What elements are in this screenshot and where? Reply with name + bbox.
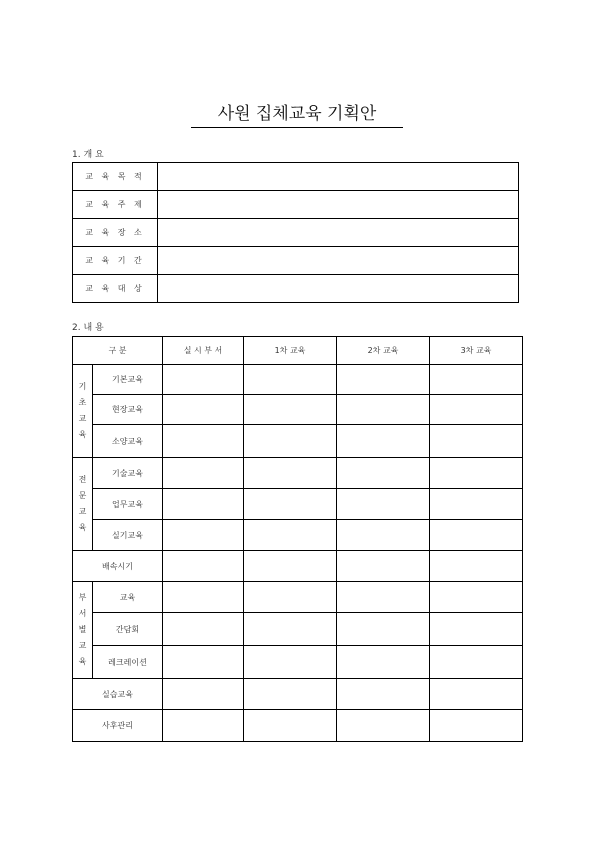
data-cell[interactable]	[430, 646, 523, 679]
header-third: 3차 교육	[430, 337, 523, 365]
data-cell[interactable]	[244, 613, 337, 646]
data-cell[interactable]	[244, 710, 337, 742]
group-label-basic: 기 초 교 육	[73, 365, 93, 458]
data-cell[interactable]	[163, 520, 244, 551]
row-label: 실기교육	[93, 520, 163, 551]
data-cell[interactable]	[337, 679, 430, 710]
table-row	[73, 489, 523, 520]
data-cell[interactable]	[337, 646, 430, 679]
section-heading-content: 2. 내 용	[72, 323, 104, 333]
table-row	[73, 710, 523, 742]
table-row	[73, 520, 523, 551]
overview-value-cell[interactable]	[158, 247, 519, 275]
row-label: 레크레이션	[93, 646, 163, 679]
overview-table	[72, 162, 519, 303]
data-cell[interactable]	[163, 613, 244, 646]
overview-label: 교 육 기 간	[73, 247, 158, 275]
data-cell[interactable]	[244, 551, 337, 582]
row-label-practice: 실습교육	[73, 679, 163, 710]
row-label: 현장교육	[93, 395, 163, 425]
data-cell[interactable]	[163, 582, 244, 613]
group-label-special: 전 문 교 육	[73, 458, 93, 551]
overview-label: 교 육 주 제	[73, 191, 158, 219]
data-cell[interactable]	[163, 395, 244, 425]
table-row	[73, 275, 519, 303]
data-cell[interactable]	[430, 582, 523, 613]
table-row	[73, 425, 523, 458]
overview-label: 교 육 장 소	[73, 219, 158, 247]
data-cell[interactable]	[430, 425, 523, 458]
data-cell[interactable]	[163, 365, 244, 395]
table-row	[73, 191, 519, 219]
data-cell[interactable]	[163, 489, 244, 520]
data-cell[interactable]	[244, 395, 337, 425]
data-cell[interactable]	[244, 582, 337, 613]
row-label: 기본교육	[93, 365, 163, 395]
table-row	[73, 395, 523, 425]
overview-label: 교 육 목 적	[73, 163, 158, 191]
overview-value-cell[interactable]	[158, 163, 519, 191]
data-cell[interactable]	[244, 489, 337, 520]
row-label: 교육	[93, 582, 163, 613]
data-cell[interactable]	[163, 551, 244, 582]
data-cell[interactable]	[430, 551, 523, 582]
data-cell[interactable]	[337, 365, 430, 395]
row-label-schedule: 배속시기	[73, 551, 163, 582]
data-cell[interactable]	[337, 710, 430, 742]
content-table	[72, 336, 523, 742]
header-first: 1차 교육	[244, 337, 337, 365]
row-label-followup: 사후관리	[73, 710, 163, 742]
data-cell[interactable]	[244, 458, 337, 489]
data-cell[interactable]	[337, 395, 430, 425]
data-cell[interactable]	[430, 679, 523, 710]
data-cell[interactable]	[430, 489, 523, 520]
data-cell[interactable]	[337, 582, 430, 613]
document-title: 사원 집체교육 기획안	[191, 103, 403, 128]
table-row	[73, 613, 523, 646]
table-row	[73, 551, 523, 582]
table-header-row	[73, 337, 523, 365]
data-cell[interactable]	[163, 425, 244, 458]
row-label: 간담회	[93, 613, 163, 646]
data-cell[interactable]	[163, 710, 244, 742]
overview-value-cell[interactable]	[158, 275, 519, 303]
data-cell[interactable]	[244, 365, 337, 395]
data-cell[interactable]	[337, 613, 430, 646]
data-cell[interactable]	[244, 425, 337, 458]
table-row	[73, 163, 519, 191]
data-cell[interactable]	[163, 679, 244, 710]
data-cell[interactable]	[163, 458, 244, 489]
data-cell[interactable]	[430, 710, 523, 742]
table-row	[73, 582, 523, 613]
data-cell[interactable]	[337, 489, 430, 520]
group-label-department: 부 서 별 교 육	[73, 582, 93, 679]
data-cell[interactable]	[430, 365, 523, 395]
table-row	[73, 247, 519, 275]
data-cell[interactable]	[430, 520, 523, 551]
data-cell[interactable]	[244, 679, 337, 710]
data-cell[interactable]	[337, 458, 430, 489]
data-cell[interactable]	[337, 520, 430, 551]
table-row	[73, 219, 519, 247]
data-cell[interactable]	[337, 551, 430, 582]
data-cell[interactable]	[244, 520, 337, 551]
table-row	[73, 365, 523, 395]
data-cell[interactable]	[337, 425, 430, 458]
overview-value-cell[interactable]	[158, 219, 519, 247]
data-cell[interactable]	[430, 613, 523, 646]
section-heading-overview: 1. 개 요	[72, 150, 104, 160]
table-row	[73, 458, 523, 489]
data-cell[interactable]	[163, 646, 244, 679]
table-row	[73, 679, 523, 710]
data-cell[interactable]	[430, 458, 523, 489]
data-cell[interactable]	[430, 395, 523, 425]
overview-value-cell[interactable]	[158, 191, 519, 219]
row-label: 업무교육	[93, 489, 163, 520]
overview-label: 교 육 대 상	[73, 275, 158, 303]
header-dept: 실 시 부 서	[163, 337, 244, 365]
row-label: 소양교육	[93, 425, 163, 458]
table-row	[73, 646, 523, 679]
data-cell[interactable]	[244, 646, 337, 679]
row-label: 기술교육	[93, 458, 163, 489]
header-second: 2차 교육	[337, 337, 430, 365]
header-category: 구 분	[73, 337, 163, 365]
